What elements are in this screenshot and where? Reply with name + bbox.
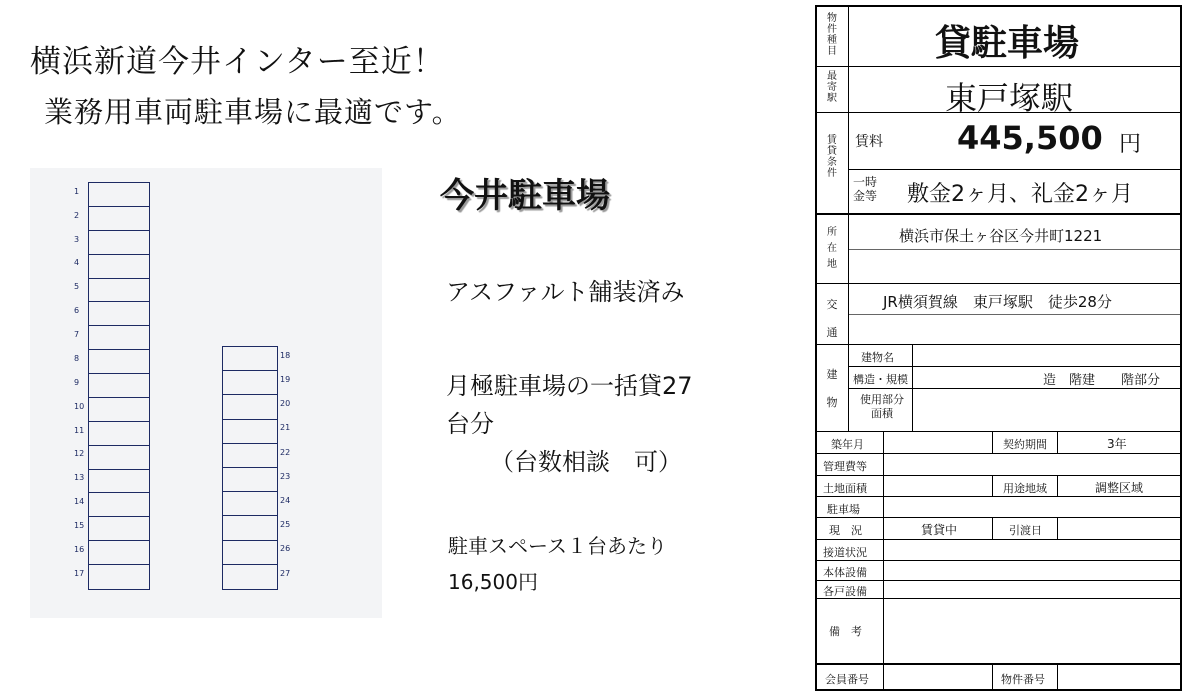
- parking-stall: [89, 517, 149, 541]
- handover-label: 引渡日: [1009, 524, 1042, 537]
- main-facilities-label: 本体設備: [823, 566, 867, 579]
- rent-label: 賃料: [855, 134, 883, 150]
- parking-plan-left-column: [88, 182, 150, 590]
- parking-stall: [89, 279, 149, 303]
- structure-label: 構造・規模: [853, 373, 908, 386]
- parking-stall: [89, 207, 149, 231]
- parking-stall-number: 5: [74, 282, 80, 292]
- headline-line1: 横浜新道今井インター至近！: [30, 44, 445, 80]
- property-type-value: 貸駐車場: [935, 23, 1080, 64]
- status-label: 現 況: [829, 524, 862, 537]
- parking-stall: [89, 493, 149, 517]
- parking-stall: [89, 446, 149, 470]
- property-info-sheet: [815, 5, 1182, 691]
- road-access-label: 接道状況: [823, 546, 867, 559]
- parking-stall: [223, 541, 277, 565]
- parking-stall-number: 2: [74, 210, 80, 220]
- parking-stall-number: 8: [74, 353, 80, 363]
- parking-stall: [89, 255, 149, 279]
- parking-stall: [89, 183, 149, 207]
- parking-stall: [89, 565, 149, 589]
- status-value: 賃貸中: [921, 523, 958, 537]
- property-type-label: 物件種目: [827, 13, 837, 57]
- parking-stall-number: 7: [74, 330, 80, 340]
- land-area-label: 土地面積: [823, 482, 867, 495]
- parking-stall: [223, 371, 277, 395]
- negotiable-text: （台数相談 可）: [490, 448, 682, 476]
- parking-stall: [89, 374, 149, 398]
- parking-stall-number: 18: [280, 350, 291, 360]
- parking-plan-right-column: [222, 346, 278, 590]
- parking-label: 駐車場: [827, 503, 860, 516]
- per-space-price: 16,500円: [448, 570, 538, 594]
- parking-stall: [89, 326, 149, 350]
- deposit-label: 一時金等: [853, 175, 878, 203]
- parking-stall-number: 27: [280, 568, 291, 578]
- parking-stall: [89, 470, 149, 494]
- parking-stall-number: 22: [280, 447, 291, 457]
- parking-stall: [89, 302, 149, 326]
- zoning-value: 調整区域: [1095, 481, 1144, 495]
- structure-value: 造 階建 階部分: [1043, 373, 1161, 388]
- bulk-rent-line1: 月極駐車場の一括貸27: [446, 372, 693, 400]
- property-number-label: 物件番号: [1001, 673, 1045, 686]
- parking-stall: [223, 468, 277, 492]
- built-date-label: 築年月: [831, 438, 864, 451]
- access-label: 交通: [826, 298, 838, 339]
- rent-unit: 円: [1119, 132, 1142, 157]
- parking-stall-number: 9: [74, 377, 80, 387]
- parking-stall-number: 14: [74, 497, 85, 507]
- parking-stall-number: 20: [280, 399, 291, 409]
- nearest-station-label: 最寄駅: [827, 71, 837, 104]
- parking-stall-number: 17: [74, 568, 85, 578]
- parking-stall-number: 13: [74, 473, 85, 483]
- remarks-label: 備 考: [829, 625, 862, 638]
- parking-stall-number: 19: [280, 375, 291, 385]
- member-number-label: 会員番号: [825, 673, 869, 686]
- parking-stall-number: 15: [74, 521, 85, 531]
- lot-name: 今井駐車場: [440, 176, 610, 216]
- rent-value: 445,500: [957, 119, 1103, 157]
- location-value: 横浜市保土ヶ谷区今井町1221: [899, 227, 1103, 245]
- parking-stall-number: 10: [74, 401, 85, 411]
- bulk-rent-line2: 台分: [446, 410, 494, 438]
- parking-stall: [223, 444, 277, 468]
- deposit-value: 敷金2ヶ月、礼金2ヶ月: [907, 182, 1133, 207]
- location-label: 所在地: [827, 227, 837, 270]
- parking-stall-number: 25: [280, 520, 291, 530]
- parking-stall: [89, 541, 149, 565]
- nearest-station-value: 東戸塚駅: [945, 79, 1074, 117]
- parking-plan: [30, 168, 382, 618]
- rental-conditions-label: 賃貸条件: [827, 135, 837, 179]
- parking-stall-number: 21: [280, 423, 291, 433]
- parking-stall-number: 26: [280, 544, 291, 554]
- parking-stall-number: 12: [74, 449, 85, 459]
- contract-period-label: 契約期間: [1003, 438, 1047, 451]
- parking-stall-number: 16: [74, 545, 85, 554]
- parking-stall: [223, 347, 277, 371]
- unit-facilities-label: 各戸設備: [823, 585, 867, 598]
- parking-stall: [223, 420, 277, 444]
- parking-stall: [223, 492, 277, 516]
- parking-stall-number: 4: [74, 258, 80, 268]
- parking-stall: [89, 398, 149, 422]
- parking-stall: [89, 231, 149, 255]
- parking-stall-number: 6: [74, 306, 80, 316]
- usage-area-label: 使用部分面積: [860, 393, 904, 420]
- building-label: 建物: [826, 368, 838, 409]
- headline-line2: 業務用車両駐車場に最適です。: [44, 95, 462, 129]
- parking-stall: [89, 422, 149, 446]
- parking-stall-number: 24: [280, 496, 291, 506]
- access-value: JR横須賀線 東戸塚駅 徒歩28分: [883, 293, 1112, 311]
- per-space-label: 駐車スペース１台あたり: [448, 534, 667, 558]
- building-name-label: 建物名: [861, 351, 894, 364]
- contract-period-value: 3年: [1107, 437, 1127, 451]
- parking-stall: [89, 350, 149, 374]
- parking-stall: [223, 395, 277, 419]
- zoning-label: 用途地域: [1003, 482, 1047, 495]
- parking-stall-number: 11: [74, 425, 85, 435]
- parking-stall: [223, 565, 277, 589]
- parking-stall-number: 1: [74, 186, 80, 196]
- management-fee-label: 管理費等: [823, 460, 867, 473]
- paving-text: アスファルト舗装済み: [446, 278, 685, 306]
- parking-stall-number: 3: [74, 234, 80, 244]
- parking-stall: [223, 516, 277, 540]
- parking-stall-number: 23: [280, 471, 291, 481]
